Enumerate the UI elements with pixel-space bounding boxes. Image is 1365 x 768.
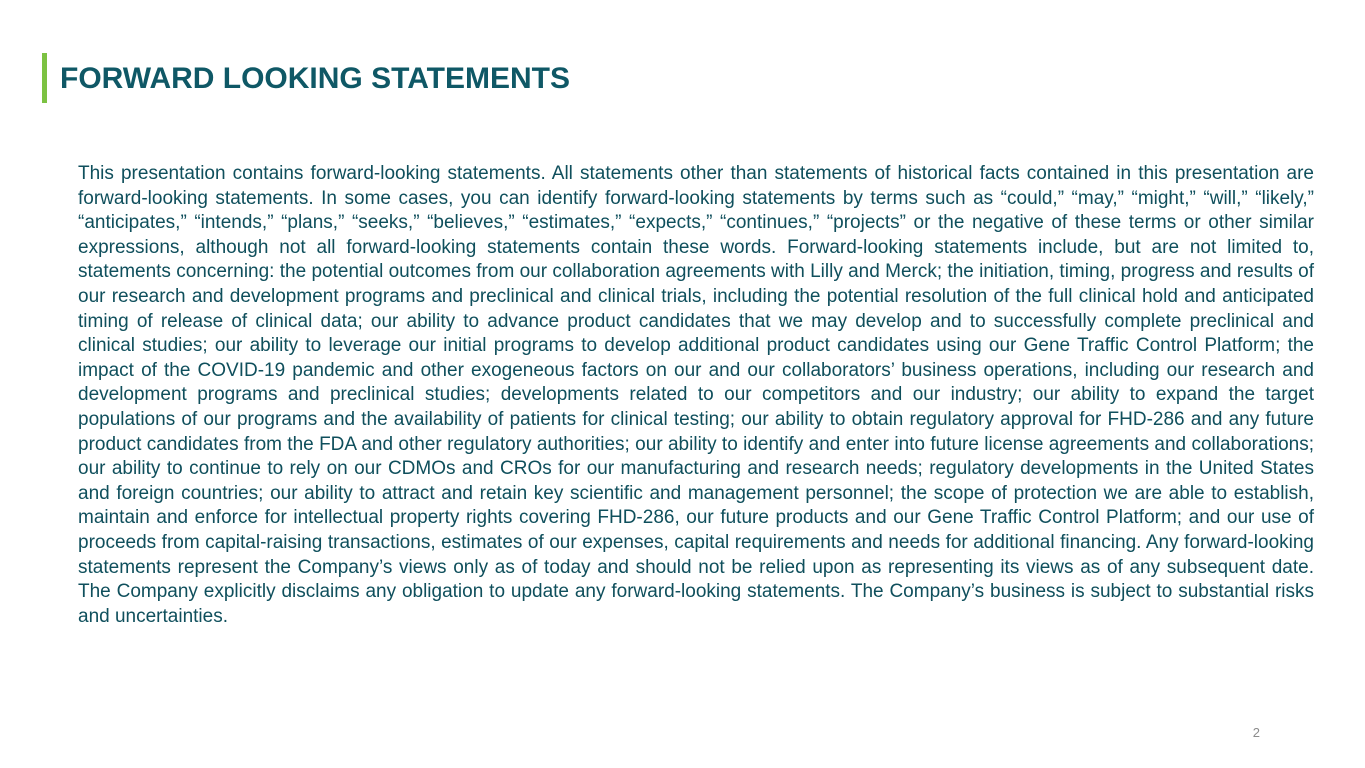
slide-title: FORWARD LOOKING STATEMENTS	[60, 62, 570, 95]
forward-looking-statements-text: This presentation contains forward-looking statements. All statements other than statements of historical facts contained in this presentation are forward-looking statements. In some cases, you can identify forward-looking statements by terms such as “could,” “may,” “might,” “will,” “likely,” “anticipates,” “intends,” “plans,” “seeks,” “believes,” “estimates,” “expects,” “continues,” “projects” or the negative of these terms or other similar expressions, although not all forward-looking statements contain these words. Forward-looking statements include, but are not limited to, statements concerning: the potential outcomes from our collaboration agreements with Lilly and Merck; the initiation, timing, progress and results of our research and development programs and preclinical and clinical trials, including the potential resolution of the full clinical hold and anticipated timing of release of clinical data; our ability to advance product candidates that we may develop and to successfully complete preclinical and clinical studies; our ability to leverage our initial programs to develop additional product candidates using our Gene Traffic Control Platform; the impact of the COVID-19 pandemic and other exogeneous factors on our and our collaborators’ business operations, including our research and development programs and preclinical studies; developments related to our competitors and our industry; our ability to expand the target populations of our programs and the availability of patients for clinical testing; our ability to obtain regulatory approval for FHD-286 and any future product candidates from the FDA and other regulatory authorities; our ability to identify and enter into future license agreements and collaborations; our ability to continue to rely on our CDMOs and CROs for our manufacturing and research needs; regulatory developments in the United States and foreign countries; our ability to attract and retain key scientific and management personnel; the scope of protection we are able to establish, maintain and enforce for intellectual property rights covering FHD-286, our future products and our Gene Traffic Control Platform; and our use of proceeds from capital-raising transactions, estimates of our expenses, capital requirements and needs for additional financing. Any forward-looking statements represent the Company’s views only as of today and should not be relied upon as representing its views as of any subsequent date. The Company explicitly disclaims any obligation to update any forward-looking statements. The Company’s business is subject to substantial risks and uncertainties.	[78, 163, 1314, 627]
page-number: 2	[1252, 725, 1260, 740]
title-accent-bar	[42, 53, 47, 103]
